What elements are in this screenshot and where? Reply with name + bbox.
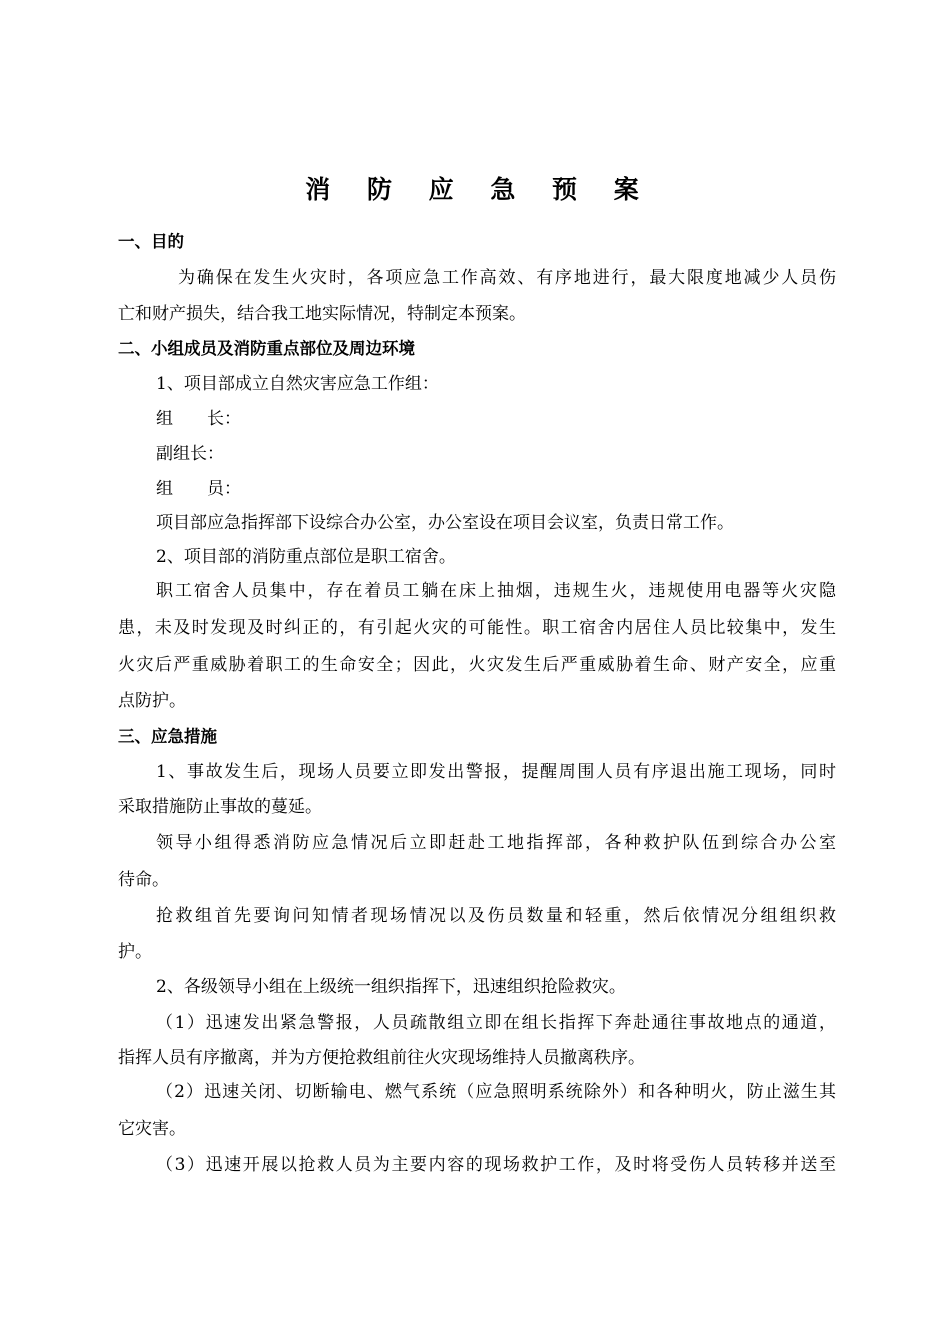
paragraph-line: 点防护。 (118, 691, 186, 711)
paragraph-line: 采取措施防止事故的蔓延。 (118, 797, 322, 817)
paragraph-line: 它灾害。 (118, 1119, 186, 1139)
team-role-deputy: 副组长： (156, 444, 224, 464)
paragraph-line: 职工宿舍人员集中，存在着员工躺在床上抽烟，违规生火，违规使用电器等火灾隐 (156, 581, 836, 601)
section-heading-purpose: 一、目的 (118, 232, 184, 251)
paragraph-line: 指挥人员有序撤离，并为方便抢救组前往火灾现场维持人员撤离秩序。 (118, 1048, 645, 1068)
paragraph-line: 2、各级领导小组在上级统一组织指挥下，迅速组织抢险救灾。 (156, 977, 626, 997)
paragraph-line: （1）迅速发出紧急警报，人员疏散组立即在组长指挥下奔赴通往事故地点的通道， (156, 1013, 836, 1033)
paragraph-line: 亡和财产损失，结合我工地实际情况，特制定本预案。 (118, 304, 526, 324)
section-heading-team: 二、小组成员及消防重点部位及周边环境 (118, 339, 415, 358)
paragraph-line: 患，未及时发现及时纠正的，有引起火灾的可能性。职工宿舍内居住人员比较集中，发生 (118, 618, 836, 638)
section-heading-measures: 三、应急措施 (118, 727, 217, 746)
paragraph-line: 待命。 (118, 870, 169, 890)
paragraph-line: 项目部应急指挥部下设综合办公室，办公室设在项目会议室，负责日常工作。 (156, 513, 734, 533)
paragraph-line: 抢救组首先要询问知情者现场情况以及伤员数量和轻重，然后依情况分组组织救 (156, 906, 836, 926)
paragraph-line: 火灾后严重威胁着职工的生命安全；因此，火灾发生后严重威胁着生命、财产安全，应重 (118, 655, 836, 675)
team-role-leader: 组 长： (156, 409, 241, 429)
paragraph-line: 2、项目部的消防重点部位是职工宿舍。 (156, 547, 456, 567)
paragraph-line: 为确保在发生火灾时，各项应急工作高效、有序地进行，最大限度地减少人员伤 (178, 268, 836, 288)
paragraph-line: （2）迅速关闭、切断输电、燃气系统（应急照明系统除外）和各种明火，防止滋生其 (156, 1082, 836, 1102)
paragraph-line: （3）迅速开展以抢救人员为主要内容的现场救护工作，及时将受伤人员转移并送至 (156, 1155, 836, 1175)
document-title: 消 防 应 急 预 案 (305, 175, 653, 204)
paragraph-line: 1、项目部成立自然灾害应急工作组： (156, 374, 439, 394)
paragraph-line: 领导小组得悉消防应急情况后立即赶赴工地指挥部，各种救护队伍到综合办公室 (156, 833, 836, 853)
paragraph-line: 1、事故发生后，现场人员要立即发出警报，提醒周围人员有序退出施工现场，同时 (156, 762, 836, 782)
team-role-member: 组 员： (156, 479, 241, 499)
paragraph-line: 护。 (118, 942, 152, 962)
